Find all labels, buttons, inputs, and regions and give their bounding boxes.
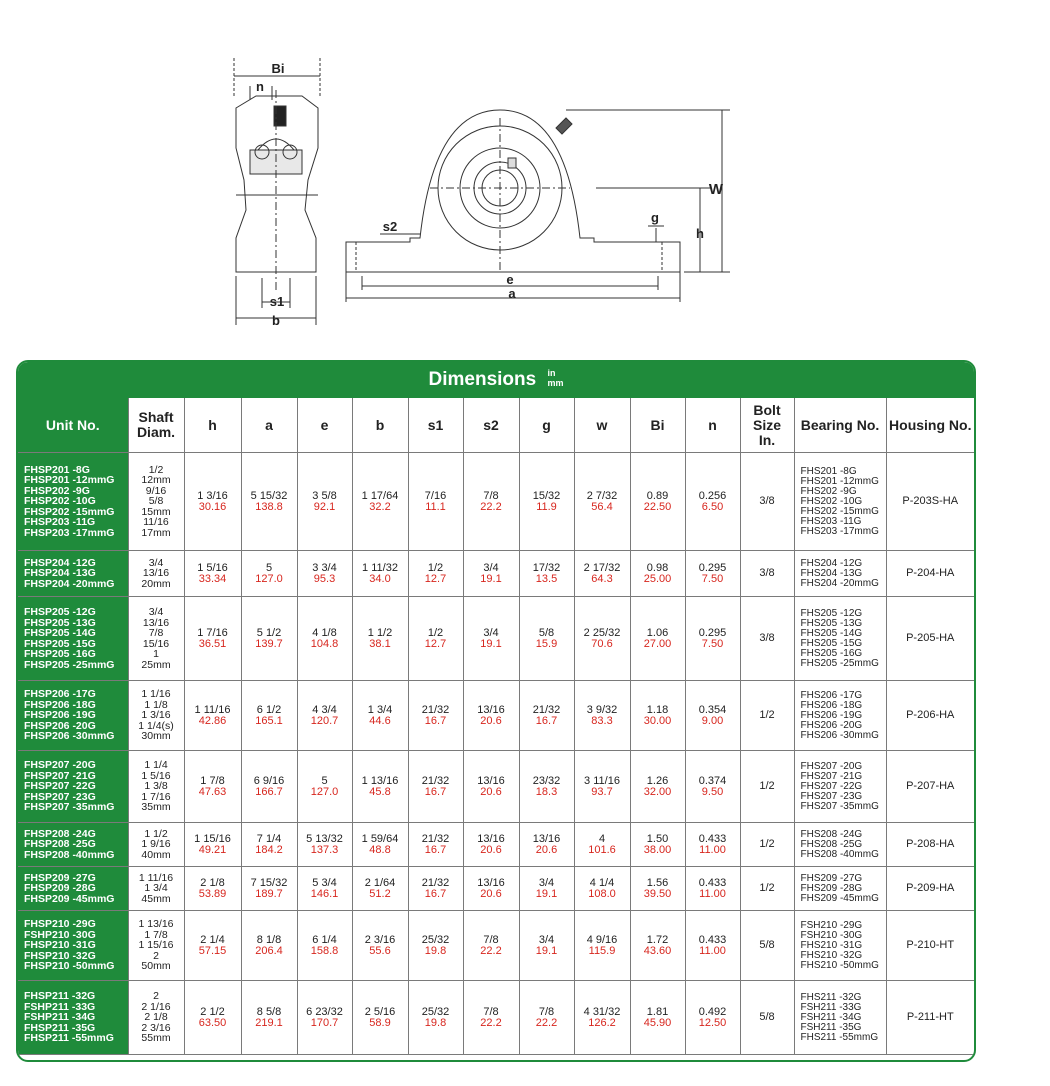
dim-w-cell: 4 31/32 126.2 [574, 981, 630, 1055]
bolt-size-cell: 3/8 [740, 597, 794, 681]
header-s2: s2 [463, 398, 519, 453]
label-h: h [696, 226, 704, 241]
dim-s1-cell: 7/16 11.1 [408, 453, 463, 551]
housing-number-cell: P-206-HA [886, 681, 974, 751]
dim-w-cell: 3 11/16 93.7 [574, 751, 630, 823]
dim-g-cell: 13/16 20.6 [519, 823, 574, 867]
unit-in: in [547, 368, 556, 378]
shaft-diameter-cell: 1 1/4 1 5/16 1 3/8 1 7/16 35mm [128, 751, 184, 823]
dim-e-cell: 5 127.0 [297, 751, 352, 823]
shaft-diameter-cell: 3/4 13/16 20mm [128, 551, 184, 597]
header-bi: Bi [630, 398, 685, 453]
header-s1: s1 [408, 398, 463, 453]
header-housing: Housing No. [886, 398, 974, 453]
dim-s2-cell: 13/16 20.6 [463, 681, 519, 751]
shaft-diameter-cell: 1 1/2 1 9/16 40mm [128, 823, 184, 867]
shaft-diameter-cell: 1 1/16 1 1/8 1 3/16 1 1/4(s) 30mm [128, 681, 184, 751]
dim-a-cell: 5 15/32 138.8 [241, 453, 297, 551]
housing-number-cell: P-205-HA [886, 597, 974, 681]
label-e: e [506, 272, 514, 287]
dim-b-cell: 1 59/64 48.8 [352, 823, 408, 867]
header-a: a [241, 398, 297, 453]
dim-n-cell: 0.256 6.50 [685, 453, 740, 551]
unit-numbers-cell: FHSP211 -32G FSHP211 -33G FSHP211 -34G FHSP211 -35G FHSP211 -55mmG [18, 981, 128, 1055]
dim-h-cell: 1 3/16 30.16 [184, 453, 241, 551]
dim-w-cell: 2 25/32 70.6 [574, 597, 630, 681]
dim-n-cell: 0.374 9.50 [685, 751, 740, 823]
dim-n-cell: 0.433 11.00 [685, 911, 740, 981]
dim-bi-cell: 1.56 39.50 [630, 867, 685, 911]
header-unit-no: Unit No. [18, 398, 128, 453]
label-s2: s2 [382, 219, 398, 234]
bolt-size-cell: 3/8 [740, 551, 794, 597]
unit-numbers-cell: FHSP208 -24G FHSP208 -25G FHSP208 -40mmG [18, 823, 128, 867]
dim-a-cell: 5 1/2 139.7 [241, 597, 297, 681]
dim-bi-cell: 1.50 38.00 [630, 823, 685, 867]
header-b: b [352, 398, 408, 453]
dim-b-cell: 1 13/16 45.8 [352, 751, 408, 823]
dim-g-cell: 17/32 13.5 [519, 551, 574, 597]
unit-numbers-cell: FHSP210 -29G FSHP210 -30G FHSP210 -31G FHSP210 -32G FHSP210 -50mmG [18, 911, 128, 981]
dim-s2-cell: 3/4 19.1 [463, 597, 519, 681]
dim-s1-cell: 21/32 16.7 [408, 751, 463, 823]
dim-s1-cell: 1/2 12.7 [408, 551, 463, 597]
dim-s2-cell: 7/8 22.2 [463, 453, 519, 551]
dim-w-cell: 4 9/16 115.9 [574, 911, 630, 981]
table-row [18, 453, 974, 551]
dim-s2-cell: 7/8 22.2 [463, 981, 519, 1055]
unit-numbers-cell: FHSP209 -27G FHSP209 -28G FHSP209 -45mmG [18, 867, 128, 911]
header-h: h [184, 398, 241, 453]
shaft-diameter-cell: 1 13/16 1 7/8 1 15/16 2 50mm [128, 911, 184, 981]
header-w: w [574, 398, 630, 453]
dim-h-cell: 1 15/16 49.21 [184, 823, 241, 867]
bearing-numbers-cell: FHS209 -27G FHS209 -28G FHS209 -45mmG [794, 867, 886, 911]
bolt-size-cell: 5/8 [740, 911, 794, 981]
bolt-size-cell: 1/2 [740, 867, 794, 911]
dim-s2-cell: 13/16 20.6 [463, 751, 519, 823]
bearing-numbers-cell: FSH210 -29G FSH210 -30G FHS210 -31G FHS210 -32G FHS210 -50mmG [794, 911, 886, 981]
housing-number-cell: P-211-HT [886, 981, 974, 1055]
dim-b-cell: 1 3/4 44.6 [352, 681, 408, 751]
dim-b-cell: 1 17/64 32.2 [352, 453, 408, 551]
table-title-bar [18, 362, 974, 398]
table-row [18, 911, 974, 981]
dim-bi-cell: 0.89 22.50 [630, 453, 685, 551]
unit-numbers-cell: FHSP205 -12G FHSP205 -13G FHSP205 -14G FHSP205 -15G FHSP205 -16G FHSP205 -25mmG [18, 597, 128, 681]
dim-a-cell: 5 127.0 [241, 551, 297, 597]
dim-s1-cell: 21/32 16.7 [408, 681, 463, 751]
dim-n-cell: 0.492 12.50 [685, 981, 740, 1055]
dim-b-cell: 2 3/16 55.6 [352, 911, 408, 981]
table-row [18, 867, 974, 911]
dim-s1-cell: 25/32 19.8 [408, 911, 463, 981]
dim-b-cell: 1 11/32 34.0 [352, 551, 408, 597]
dim-s1-cell: 21/32 16.7 [408, 867, 463, 911]
dim-h-cell: 1 11/16 42.86 [184, 681, 241, 751]
dim-g-cell: 15/32 11.9 [519, 453, 574, 551]
dim-e-cell: 5 3/4 146.1 [297, 867, 352, 911]
dim-g-cell: 5/8 15.9 [519, 597, 574, 681]
dim-a-cell: 7 15/32 189.7 [241, 867, 297, 911]
header-e: e [297, 398, 352, 453]
header-bearing: Bearing No. [794, 398, 886, 453]
front-view [346, 110, 730, 302]
dim-bi-cell: 1.26 32.00 [630, 751, 685, 823]
housing-number-cell: P-207-HA [886, 751, 974, 823]
dim-e-cell: 4 3/4 120.7 [297, 681, 352, 751]
table-row [18, 597, 974, 681]
dim-w-cell: 3 9/32 83.3 [574, 681, 630, 751]
housing-number-cell: P-204-HA [886, 551, 974, 597]
dim-s2-cell: 7/8 22.2 [463, 911, 519, 981]
label-b: b [272, 313, 280, 328]
dim-a-cell: 8 1/8 206.4 [241, 911, 297, 981]
side-view [234, 58, 320, 325]
unit-mm: mm [547, 378, 564, 388]
bolt-size-cell: 5/8 [740, 981, 794, 1055]
dim-w-cell: 4 1/4 108.0 [574, 867, 630, 911]
dim-n-cell: 0.295 7.50 [685, 551, 740, 597]
dim-s1-cell: 1/2 12.7 [408, 597, 463, 681]
dimensions-table-panel [16, 360, 976, 1062]
dim-g-cell: 23/32 18.3 [519, 751, 574, 823]
dim-e-cell: 6 1/4 158.8 [297, 911, 352, 981]
table-row [18, 823, 974, 867]
table-title: Dimensions [428, 369, 537, 390]
table-row [18, 551, 974, 597]
dim-bi-cell: 1.18 30.00 [630, 681, 685, 751]
dim-e-cell: 4 1/8 104.8 [297, 597, 352, 681]
dim-a-cell: 6 1/2 165.1 [241, 681, 297, 751]
housing-number-cell: P-208-HA [886, 823, 974, 867]
bearing-numbers-cell: FHS207 -20G FHS207 -21G FHS207 -22G FHS207 -23G FHS207 -35mmG [794, 751, 886, 823]
dim-h-cell: 1 7/8 47.63 [184, 751, 241, 823]
dim-g-cell: 7/8 22.2 [519, 981, 574, 1055]
dim-e-cell: 3 5/8 92.1 [297, 453, 352, 551]
table-row [18, 751, 974, 823]
unit-numbers-cell: FHSP201 -8G FHSP201 -12mmG FHSP202 -9G FHSP202 -10G FHSP202 -15mmG FHSP203 -11G FHSP203 -17mmG [18, 453, 128, 551]
dim-a-cell: 6 9/16 166.7 [241, 751, 297, 823]
shaft-diameter-cell: 2 2 1/16 2 1/8 2 3/16 55mm [128, 981, 184, 1055]
dim-w-cell: 4 101.6 [574, 823, 630, 867]
header-shaft: Shaft Diam. [128, 398, 184, 453]
dim-s1-cell: 21/32 16.7 [408, 823, 463, 867]
dim-bi-cell: 0.98 25.00 [630, 551, 685, 597]
dim-n-cell: 0.295 7.50 [685, 597, 740, 681]
header-g: g [519, 398, 574, 453]
dim-s2-cell: 13/16 20.6 [463, 823, 519, 867]
dim-h-cell: 2 1/2 63.50 [184, 981, 241, 1055]
dim-a-cell: 7 1/4 184.2 [241, 823, 297, 867]
label-g: g [651, 210, 659, 225]
dim-h-cell: 1 7/16 36.51 [184, 597, 241, 681]
table-row [18, 981, 974, 1055]
dim-bi-cell: 1.06 27.00 [630, 597, 685, 681]
dim-w-cell: 2 7/32 56.4 [574, 453, 630, 551]
label-Bi: Bi [271, 61, 285, 76]
dim-h-cell: 1 5/16 33.34 [184, 551, 241, 597]
dim-e-cell: 3 3/4 95.3 [297, 551, 352, 597]
header-n: n [685, 398, 740, 453]
label-s1: s1 [269, 294, 285, 309]
dim-g-cell: 3/4 19.1 [519, 911, 574, 981]
dim-g-cell: 21/32 16.7 [519, 681, 574, 751]
bearing-numbers-cell: FHS201 -8G FHS201 -12mmG FHS202 -9G FHS202 -10G FHS202 -15mmG FHS203 -11G FHS203 -17mmG [794, 453, 886, 551]
dim-bi-cell: 1.72 43.60 [630, 911, 685, 981]
bolt-size-cell: 1/2 [740, 751, 794, 823]
shaft-diameter-cell: 3/4 13/16 7/8 15/16 1 25mm [128, 597, 184, 681]
dimensions-table [18, 398, 974, 1055]
label-a: a [508, 286, 516, 301]
bolt-size-cell: 1/2 [740, 823, 794, 867]
dim-w-cell: 2 17/32 64.3 [574, 551, 630, 597]
unit-numbers-cell: FHSP204 -12G FHSP204 -13G FHSP204 -20mmG [18, 551, 128, 597]
header-bolt: Bolt Size In. [740, 398, 794, 453]
dim-b-cell: 2 5/16 58.9 [352, 981, 408, 1055]
dim-e-cell: 6 23/32 170.7 [297, 981, 352, 1055]
label-W: W [708, 181, 724, 198]
unit-numbers-cell: FHSP207 -20G FHSP207 -21G FHSP207 -22G FHSP207 -23G FHSP207 -35mmG [18, 751, 128, 823]
bearing-numbers-cell: FHS206 -17G FHS206 -18G FHS206 -19G FHS206 -20G FHS206 -30mmG [794, 681, 886, 751]
shaft-diameter-cell: 1/2 12mm 9/16 5/8 15mm 11/16 17mm [128, 453, 184, 551]
label-n: n [256, 79, 264, 94]
bolt-size-cell: 3/8 [740, 453, 794, 551]
dim-n-cell: 0.433 11.00 [685, 823, 740, 867]
unit-numbers-cell: FHSP206 -17G FHSP206 -18G FHSP206 -19G FHSP206 -20G FHSP206 -30mmG [18, 681, 128, 751]
dim-g-cell: 3/4 19.1 [519, 867, 574, 911]
title-units [547, 368, 563, 388]
bearing-numbers-cell: FHS204 -12G FHS204 -13G FHS204 -20mmG [794, 551, 886, 597]
dim-bi-cell: 1.81 45.90 [630, 981, 685, 1055]
dim-n-cell: 0.354 9.00 [685, 681, 740, 751]
bearing-numbers-cell: FHS211 -32G FSH211 -33G FSH211 -34G FSH211 -35G FHS211 -55mmG [794, 981, 886, 1055]
shaft-diameter-cell: 1 11/16 1 3/4 45mm [128, 867, 184, 911]
dim-b-cell: 2 1/64 51.2 [352, 867, 408, 911]
dim-h-cell: 2 1/8 53.89 [184, 867, 241, 911]
bolt-size-cell: 1/2 [740, 681, 794, 751]
dim-e-cell: 5 13/32 137.3 [297, 823, 352, 867]
dim-s2-cell: 3/4 19.1 [463, 551, 519, 597]
dim-b-cell: 1 1/2 38.1 [352, 597, 408, 681]
bearing-numbers-cell: FHS205 -12G FHS205 -13G FHS205 -14G FHS205 -15G FHS205 -16G FHS205 -25mmG [794, 597, 886, 681]
dim-a-cell: 8 5/8 219.1 [241, 981, 297, 1055]
housing-number-cell: P-209-HA [886, 867, 974, 911]
housing-number-cell: P-203S-HA [886, 453, 974, 551]
technical-drawing [0, 0, 1050, 350]
dim-s2-cell: 13/16 20.6 [463, 867, 519, 911]
bearing-numbers-cell: FHS208 -24G FHS208 -25G FHS208 -40mmG [794, 823, 886, 867]
table-row [18, 681, 974, 751]
dim-s1-cell: 25/32 19.8 [408, 981, 463, 1055]
dim-h-cell: 2 1/4 57.15 [184, 911, 241, 981]
housing-number-cell: P-210-HT [886, 911, 974, 981]
dim-n-cell: 0.433 11.00 [685, 867, 740, 911]
